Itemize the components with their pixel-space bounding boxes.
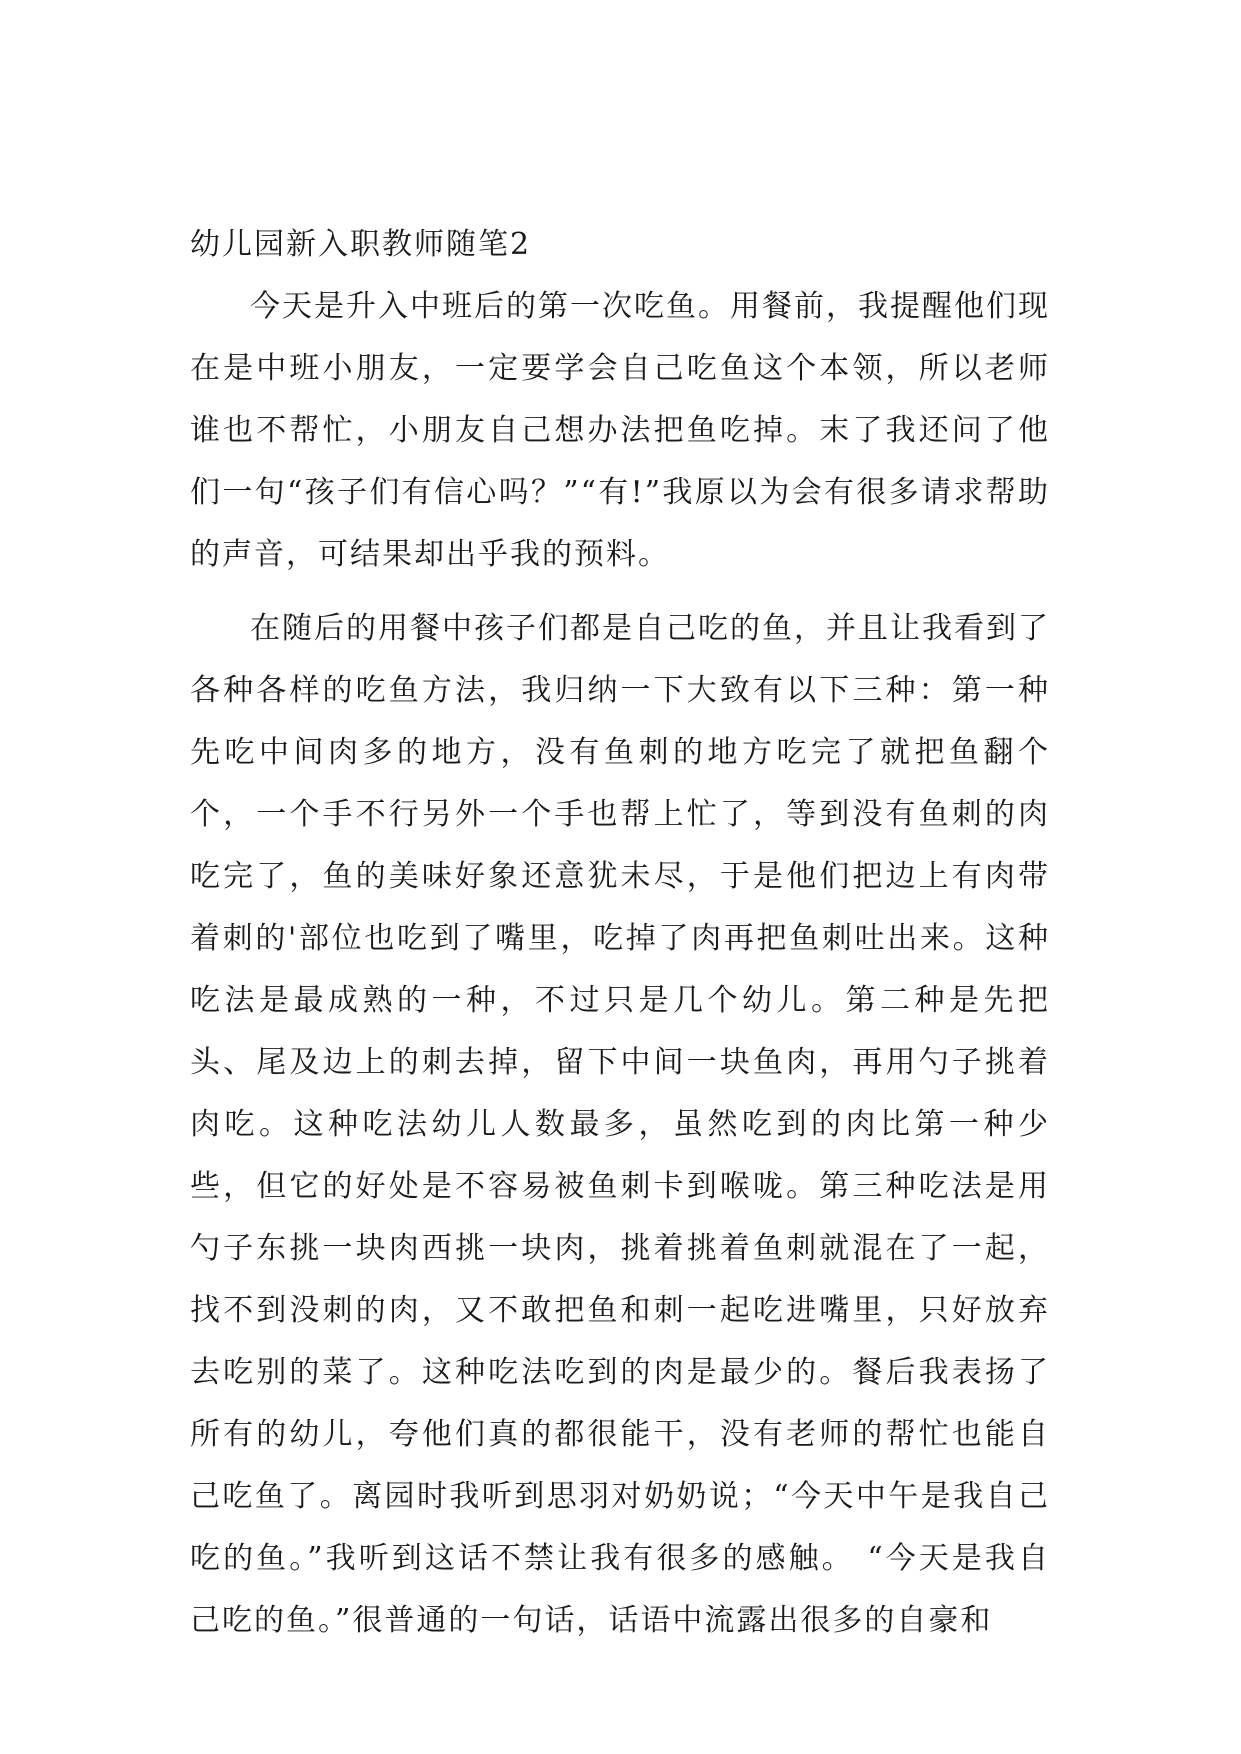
paragraph-1: 今天是升入中班后的第一次吃鱼。用餐前，我提醒他们现在是中班小朋友，一定要学会自己吃鱼这个本领，所以老师谁也不帮忙，小朋友自己想办法把鱼吃掉。末了我还问了他们一句“孩子们有信心吗？”“有!”我原以为会有很多请求帮助的声音，可结果却出乎我的预料。 <box>190 289 1050 572</box>
document-body <box>190 214 1050 1652</box>
document-title: 幼儿园新入职教师随笔2 <box>190 227 532 262</box>
paragraph-2: 在随后的用餐中孩子们都是自己吃的鱼，并且让我看到了各种各样的吃鱼方法，我归纳一下大致有以下三种：第一种先吃中间肉多的地方，没有鱼刺的地方吃完了就把鱼翻个个，一个手不行另外一个手也帮上忙了，等到没有鱼刺的肉吃完了，鱼的美味好象还意犹未尽，于是他们把边上有肉带着刺的'部位也吃到了嘴里，吃掉了肉再把鱼刺吐出来。这种吃法是最成熟的一种，不过只是几个幼儿。第二种是先把头、尾及边上的刺去掉，留下中间一块鱼肉，再用勺子挑着肉吃。这种吃法幼儿人数最多，虽然吃到的肉比第一种少些，但它的好处是不容易被鱼刺卡到喉咙。第三种吃法是用勺子东挑一块肉西挑一块肉，挑着挑着鱼刺就混在了一起，找不到没刺的肉，又不敢把鱼和刺一起吃进嘴里，只好放弃去吃别的菜了。这种吃法吃到的肉是最少的。餐后我表扬了所有的幼儿，夸他们真的都很能干，没有老师的帮忙也能自己吃鱼了。离园时我听到思羽对奶奶说；“今天中午是我自己吃的鱼。”我听到这话不禁让我有很多的感触。 “今天是我自己吃的鱼。”很普通的一句话，话语中流露出很多的自豪和 <box>190 611 1050 1638</box>
